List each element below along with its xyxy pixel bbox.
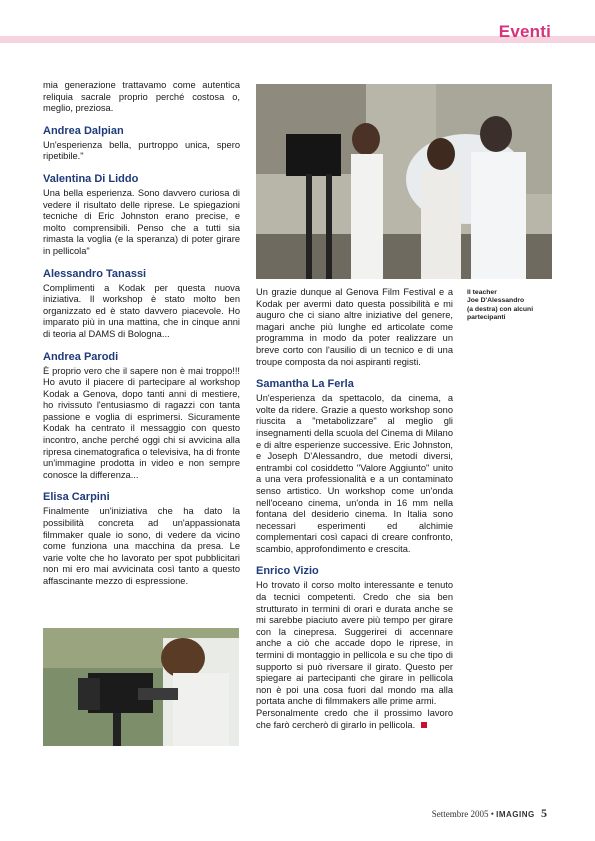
entry-name: Alessandro Tanassi — [43, 267, 147, 280]
footer-date: Settembre 2005 • — [431, 809, 494, 819]
left-column — [43, 80, 240, 588]
page-footer — [432, 806, 547, 821]
left-intro: mia generazione trattavamo come autentica reliquia sacrale proprio perché costosa o, meglio, preziosa. — [43, 80, 240, 114]
photo-camera-operator-image — [43, 628, 239, 746]
entry-text-closing — [256, 708, 453, 731]
entry-name: Enrico Vizio — [256, 565, 319, 578]
entry-text: Complimenti a Kodak per questa nuova iniziativa. Il workshop è stato molto ben organizzato ed è stato davvero piacevole. Ho imparato più in una mattina, che in cinque anni di teoria al DAMS di Bologna... — [43, 282, 240, 339]
caption-line: partecipanti — [467, 313, 506, 321]
right-intro: Un grazie dunque al Genova Film Festival e a Kodak per avermi dato questa possibilità e mi auguro che ci siano altre iniziative del genere, magari anche più lunghe ed articolate come programma in modo da poter realizzare un breve corto con l'ausilio di un tecnico e di una troupe composta da noi aspiranti registi. — [256, 287, 453, 367]
footer-brand: IMAGING — [496, 810, 535, 819]
entry-text: Un'esperienza bella, purtroppo unica, spero ripetibile." — [43, 139, 240, 162]
end-of-article-mark — [421, 722, 427, 728]
entry-text: Un'esperienza da spettacolo, da cinema, a volte da ridere. Grazie a questo workshop sono riuscita a "metabolizzare" al meglio gli insegnamenti della scuola del Cinema di Milano e di altre esperienze successive. Eric Johnston, e Joseph D'Alessandro, due metodi diversi, entrambi col cosiddetto "Valore Aggiunto" unito a una vera professionalità e a un contaminato senso artistico. Un workshop come un'onda nell'oceano cinema, un'onda in 16 mm nella fontana del desiderio cinema. In Italia sono necessari esperimenti ed alchimie complementari così capaci di creare confronto, scambio, approfondimento e crescita. — [256, 393, 453, 554]
caption-line: Joe D'Alessandro — [467, 297, 525, 305]
photo-caption — [467, 289, 567, 322]
entry-text: È proprio vero che il sapere non è mai troppo!!! Ho avuto il piacere di partecipare al workshop Kodak a Genova, dopo tanti anni di mestiere, ho rivissuto l'entusiasmo di ragazzi con tanta passione e voglia di esprimersi. Sicuramente Kodak ha centrato il messaggio con questo incontro, anche perché oggi chi si avvicina alla ripresa cinematografica o televisiva, ha di fronte un'immagine prodotta in video e non sempre conosce la differenza... — [43, 365, 240, 480]
entry-name: Andrea Parodi — [43, 350, 119, 363]
photo-workshop-fountain-image — [256, 84, 552, 279]
section-title: Eventi — [498, 22, 551, 41]
entry-name: Elisa Carpini — [43, 491, 110, 504]
entry-text: Una bella esperienza. Sono davvero curiosa di vedere il risultato delle riprese. Le spiegazioni tecniche di Eric Johnston erano precise, e molto comprensibili. Penso che a tutti sia rimasta la voglia (e la speranza) di poter girare in pellicola" — [43, 187, 240, 256]
entry-text-closing-content: Personalmente credo che il prossimo lavoro che farò cercherò di girarlo in pellicola. — [256, 708, 453, 730]
entry-text: Finalmente un'iniziativa che ha dato la possibilità concreta ad un'appassionata filmmaker quale io sono, di vedere da vicino come funziona una macchina da presa. Le varie volte che ho lavorato per spot pubblicitari non mi ero mai avvicinata così tanto a questo affascinante mezzo di espressione. — [43, 506, 240, 586]
right-column — [256, 287, 453, 731]
entry-name: Andrea Dalpian — [43, 124, 124, 137]
photo-workshop-fountain — [256, 84, 552, 279]
caption-line: (a destra) con alcuni — [467, 305, 534, 313]
photo-camera-operator — [43, 628, 239, 746]
entry-name: Samantha La Ferla — [256, 378, 354, 391]
page-number: 5 — [541, 806, 547, 820]
entry-name: Valentina Di Liddo — [43, 172, 139, 185]
caption-line: Il teacher — [467, 289, 497, 296]
entry-text: Ho trovato il corso molto interessante e tenuto da tecnici competenti. Credo che sia ben strutturato in termini di orari e durata anche se mi sarebbe piaciuto avere più tempo per girare con la cinepresa. Suggerirei di accennare anche a ciò che accade dopo le riprese, in termini di montaggio in pellicola e su che tipo di supporto si può riversare il girato. Questo per spiegare ai partecipanti che girare in pellicola non è poi una cosa fuori dal mondo ma alla portata anche di filmmakers alle prime armi. — [256, 580, 453, 707]
